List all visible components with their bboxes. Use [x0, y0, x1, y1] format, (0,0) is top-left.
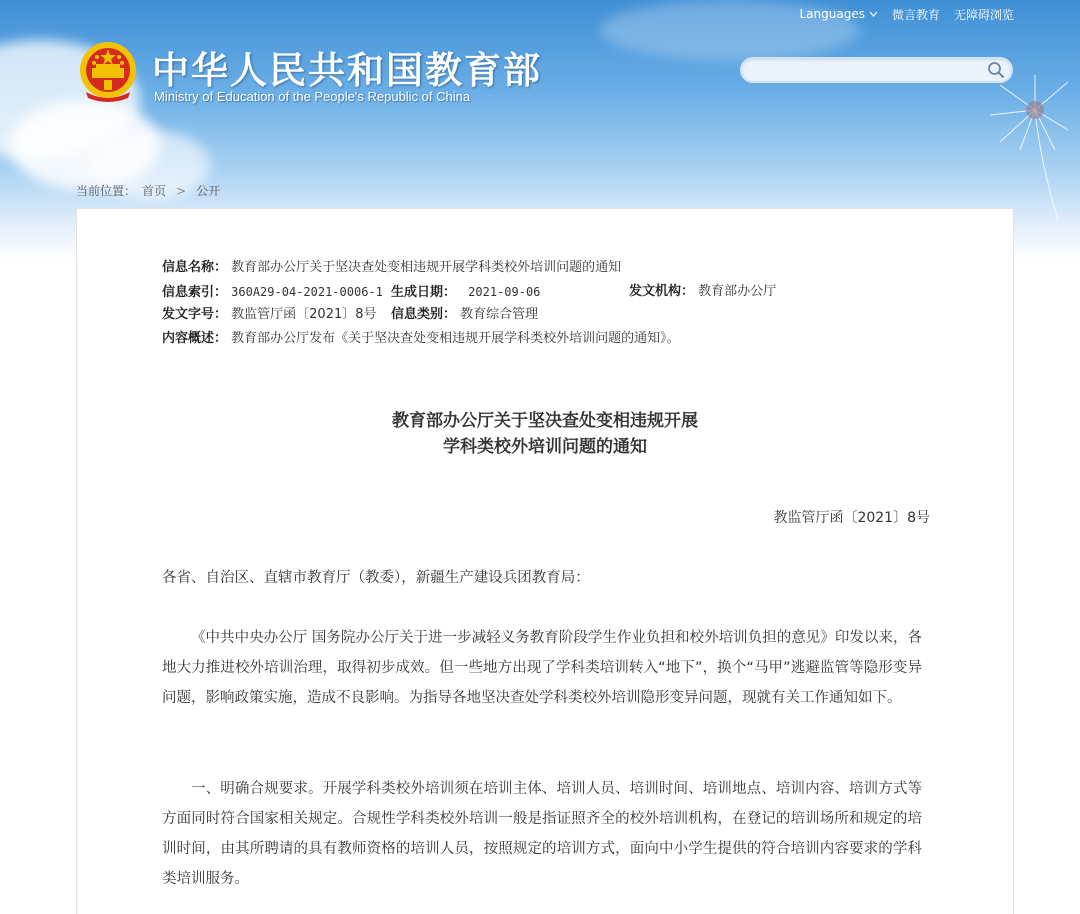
- dandelion-decoration: [980, 70, 1070, 220]
- breadcrumb: [76, 182, 220, 199]
- info-value: 2021-09-06: [468, 285, 541, 299]
- info-label: 发文字号：: [162, 307, 228, 322]
- info-row-summary: [162, 329, 680, 349]
- paragraph-1: 《中共中央办公厅 国务院办公厅关于进一步减轻义务教育阶段学生作业负担和校外培训负担的意见》印发以来，各地大力推进校外培训治理，取得初步成效。但一些地方出现了学科类培训转入“地下”，换个“马甲”逃避监管等隐形变异问题，影响政策实施，造成不良影响。为指导各地坚决查处学科类校外培训隐形变异问题，现就有关工作通知如下。: [162, 630, 922, 706]
- info-value: 教育部办公厅发布《关于坚决查处变相违规开展学科类校外培训问题的通知》。: [231, 331, 680, 346]
- info-row-index: [162, 282, 383, 302]
- site-subtitle: Ministry of Education of the People's Republic of China: [154, 89, 471, 104]
- salutation: 各省、自治区、直辖市教育厅（教委），新疆生产建设兵团教育局：: [162, 570, 590, 586]
- info-value: 教监管厅函〔2021〕8号: [231, 307, 377, 322]
- info-row-date: [391, 282, 540, 302]
- article-title-line1: 教育部办公厅关于坚决查处变相违规开展: [392, 411, 698, 431]
- breadcrumb-current[interactable]: 公开: [196, 184, 221, 198]
- info-value: 教育部办公厅关于坚决查处变相违规开展学科类校外培训问题的通知: [231, 260, 622, 275]
- info-label: 信息索引：: [162, 285, 228, 300]
- paragraph-2: 一、明确合规要求。开展学科类校外培训须在培训主体、培训人员、培训时间、培训地点、培训内容、培训方式等方面同时符合国家相关规定。合规性学科类校外培训一般是指证照齐全的校外培训机构，在登记的培训场所和规定的培训时间，由其所聘请的具有教师资格的培训人员，按照规定的培训方式，面向中小学生提供的符合培训内容要求的学科类培训服务。: [162, 781, 922, 887]
- doc-number: 教监管厅函〔2021〕8号: [773, 510, 930, 526]
- weiyan-link[interactable]: 微言教育: [891, 7, 940, 22]
- search-input[interactable]: [754, 61, 984, 79]
- info-label: 生成日期：: [391, 285, 457, 300]
- site-title[interactable]: 中华人民共和国教育部: [152, 49, 542, 92]
- info-value: 教育部办公厅: [698, 284, 777, 299]
- search-box: [740, 57, 1013, 83]
- info-row-name: [162, 258, 621, 278]
- info-value: 360A29-04-2021-0006-1: [231, 285, 383, 299]
- chevron-down-icon: [869, 11, 878, 17]
- accessibility-link[interactable]: 无障碍浏览: [953, 7, 1014, 22]
- info-row-docno: [162, 305, 377, 325]
- info-label: 信息类别：: [391, 307, 457, 322]
- chevron-right-icon: >: [176, 183, 187, 198]
- info-value: 教育综合管理: [460, 307, 539, 322]
- national-emblem-icon[interactable]: [78, 40, 138, 104]
- info-label: 发文机构：: [629, 284, 695, 299]
- info-row-category: [391, 305, 538, 325]
- languages-menu[interactable]: [799, 7, 877, 21]
- breadcrumb-prefix: 当前位置：: [76, 184, 137, 198]
- breadcrumb-home[interactable]: 首页: [142, 184, 167, 198]
- info-label: 信息名称：: [162, 260, 228, 275]
- search-icon[interactable]: [987, 61, 1005, 79]
- languages-label: Languages: [799, 7, 865, 21]
- info-label: 内容概述：: [162, 331, 228, 346]
- info-row-org: [629, 282, 776, 302]
- top-links: [799, 5, 1014, 23]
- article-title-line2: 学科类校外培训问题的通知: [443, 437, 647, 457]
